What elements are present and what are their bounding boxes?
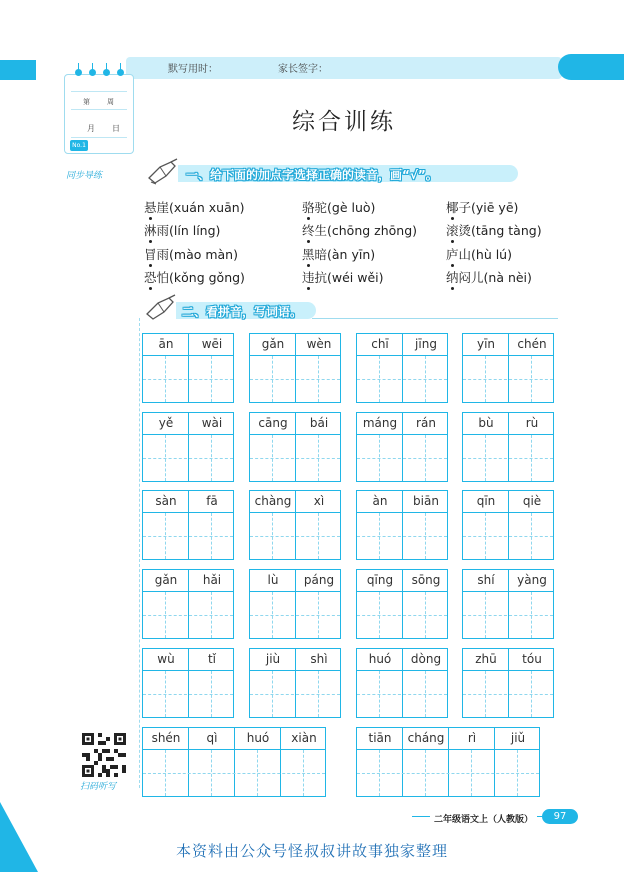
ring-icon — [75, 69, 82, 76]
grid-guide — [165, 592, 166, 638]
grid-divider — [402, 491, 403, 559]
pinyin-text: ān — [158, 337, 174, 351]
pinyin-text: chī — [371, 337, 389, 351]
grid-guide — [485, 671, 486, 717]
grid-guide — [318, 513, 319, 559]
grid-guide — [143, 773, 325, 774]
calendar-line — [71, 91, 127, 92]
grid-guide — [425, 435, 426, 481]
grid-guide — [318, 671, 319, 717]
grid-divider — [295, 491, 296, 559]
pinyin-text: huó — [246, 731, 270, 745]
writing-box[interactable] — [249, 412, 341, 482]
grid-divider — [188, 491, 189, 559]
section1-title: 一、给下面的加点字选择正确的读音，画“√”。 — [186, 168, 438, 182]
pinyin-text: huó — [368, 652, 392, 666]
writing-box[interactable] — [462, 412, 554, 482]
grid-divider — [448, 728, 449, 796]
pronunciation-item[interactable] — [302, 245, 375, 263]
pinyin-text: lù — [267, 573, 279, 587]
grid-guide — [485, 592, 486, 638]
grid-guide — [357, 694, 447, 695]
item-options: (xuán xuān) — [169, 200, 245, 215]
grid-divider — [295, 334, 296, 402]
pinyin-text: tóu — [522, 652, 542, 666]
section2-rule — [312, 318, 558, 319]
item-options: (chōng zhōng) — [327, 223, 418, 238]
footer-note: 本资料由公众号怪叔叔讲故事独家整理 — [175, 842, 448, 860]
grid-guide — [272, 671, 273, 717]
pinyin-text: gǎn — [154, 573, 178, 587]
grid-divider — [188, 728, 189, 796]
pinyin-text: jīng — [415, 337, 437, 351]
pinyin-text: qīn — [476, 494, 496, 508]
grid-guide — [425, 356, 426, 402]
pinyin-text: rù — [525, 416, 539, 430]
item-word: 黑暗 — [302, 247, 328, 262]
grid-guide — [463, 615, 553, 616]
item-word: 椰子 — [446, 200, 472, 215]
grid-guide — [425, 592, 426, 638]
grid-guide — [143, 379, 233, 380]
grid-guide — [272, 513, 273, 559]
grid-guide — [143, 615, 233, 616]
grid-guide — [165, 671, 166, 717]
writing-box[interactable] — [142, 412, 234, 482]
pinyin-text: wèn — [306, 337, 332, 351]
pinyin-text: qì — [206, 731, 218, 745]
grid-guide — [463, 694, 553, 695]
pinyin-text: qīng — [366, 573, 394, 587]
grid-divider — [402, 728, 403, 796]
grid-guide — [379, 435, 380, 481]
grid-guide — [485, 356, 486, 402]
emphasis-dot — [307, 287, 310, 290]
item-options: (wéi wěi) — [327, 270, 384, 285]
footer-book-title: 二年级语文上（人教版） — [430, 812, 537, 825]
emphasis-dot — [451, 240, 454, 243]
grid-guide — [485, 435, 486, 481]
pinyin-text: dòng — [410, 652, 442, 666]
writing-box[interactable] — [462, 648, 554, 718]
pinyin-text: yīn — [476, 337, 496, 351]
pronunciation-item[interactable] — [144, 245, 238, 263]
grid-divider — [508, 491, 509, 559]
pinyin-text: àn — [372, 494, 388, 508]
grid-divider — [295, 570, 296, 638]
calendar-line — [71, 137, 127, 138]
writing-box[interactable] — [356, 648, 448, 718]
item-word: 冒雨 — [144, 247, 170, 262]
calendar-week-unit: 周 — [107, 98, 114, 106]
item-word: 悬崖 — [144, 200, 170, 215]
grid-divider — [402, 334, 403, 402]
grid-guide — [425, 513, 426, 559]
pinyin-text: fā — [206, 494, 218, 508]
grid-guide — [272, 356, 273, 402]
margin-dashes — [139, 318, 140, 788]
grid-guide — [250, 615, 340, 616]
pinyin-text: yàng — [517, 573, 547, 587]
grid-divider — [188, 413, 189, 481]
pinyin-text: xiàn — [291, 731, 317, 745]
item-options: (lín líng) — [169, 223, 221, 238]
grid-guide — [165, 513, 166, 559]
pinyin-text: rì — [467, 731, 477, 745]
writing-box[interactable] — [462, 333, 554, 403]
pinyin-text: shí — [477, 573, 495, 587]
writing-box[interactable] — [142, 490, 234, 560]
grid-guide — [143, 694, 233, 695]
pinyin-text: rán — [416, 416, 436, 430]
item-word: 违抗 — [302, 270, 328, 285]
pinyin-text: jiǔ — [510, 731, 526, 745]
calendar-week-prefix: 第 — [83, 98, 90, 106]
pinyin-text: jiù — [265, 652, 281, 666]
calendar-line — [71, 109, 127, 110]
grid-guide — [531, 356, 532, 402]
pinyin-text: bù — [478, 416, 494, 430]
pinyin-text: wù — [157, 652, 175, 666]
pinyin-text: tǐ — [207, 652, 217, 666]
emphasis-dot — [451, 264, 454, 267]
item-options: (mào màn) — [169, 247, 238, 262]
emphasis-dot — [149, 287, 152, 290]
grid-guide — [531, 513, 532, 559]
pronunciation-item[interactable] — [446, 198, 518, 216]
writing-box[interactable] — [249, 648, 341, 718]
writing-box[interactable] — [142, 648, 234, 718]
page-number: 97 — [542, 809, 578, 824]
pinyin-text: hǎi — [202, 573, 222, 587]
pinyin-text: xì — [313, 494, 325, 508]
pronunciation-item[interactable] — [144, 221, 220, 239]
writing-box[interactable] — [249, 569, 341, 639]
calendar-day: 日 — [112, 124, 120, 133]
emphasis-dot — [307, 217, 310, 220]
grid-divider — [402, 649, 403, 717]
writing-box[interactable] — [462, 569, 554, 639]
grid-guide — [211, 435, 212, 481]
grid-divider — [508, 649, 509, 717]
grid-divider — [234, 728, 235, 796]
corner-decoration — [0, 802, 38, 872]
ring-icon — [103, 69, 110, 76]
item-options: (gè luò) — [327, 200, 376, 215]
grid-divider — [280, 728, 281, 796]
grid-guide — [165, 356, 166, 402]
grid-guide — [250, 694, 340, 695]
item-options: (tāng tàng) — [471, 223, 542, 238]
grid-divider — [508, 413, 509, 481]
item-word: 骆驼 — [302, 200, 328, 215]
page-title: 综合训练 — [292, 109, 396, 135]
item-word: 终生 — [302, 223, 328, 238]
emphasis-dot — [149, 264, 152, 267]
grid-guide — [143, 536, 233, 537]
grid-guide — [250, 379, 340, 380]
pinyin-text: cháng — [407, 731, 445, 745]
writing-box[interactable] — [142, 569, 234, 639]
writing-box[interactable] — [249, 490, 341, 560]
grid-guide — [463, 536, 553, 537]
pinyin-text: shì — [310, 652, 328, 666]
pinyin-text: biān — [413, 494, 439, 508]
pinyin-text: wài — [201, 416, 223, 430]
item-options: (àn yīn) — [327, 247, 376, 262]
emphasis-dot — [451, 287, 454, 290]
grid-guide — [379, 356, 380, 402]
grid-guide — [211, 356, 212, 402]
grid-guide — [531, 435, 532, 481]
writing-time-label: 默写用时： — [168, 64, 218, 75]
item-options: (hù lú) — [471, 247, 512, 262]
grid-guide — [165, 435, 166, 481]
ring-icon — [89, 69, 96, 76]
grid-guide — [211, 513, 212, 559]
section2-title: 二、看拼音，写词语。 — [182, 305, 303, 319]
pronunciation-item[interactable] — [144, 268, 245, 286]
pinyin-text: shén — [151, 731, 181, 745]
writing-hand-icon — [144, 294, 178, 322]
parent-sign-label: 家长签字： — [278, 64, 328, 75]
pinyin-text: tiān — [368, 731, 392, 745]
pinyin-text: gǎn — [261, 337, 285, 351]
pinyin-text: chàng — [254, 494, 292, 508]
writing-box[interactable] — [142, 333, 234, 403]
grid-guide — [318, 435, 319, 481]
grid-guide — [250, 536, 340, 537]
grid-guide — [357, 458, 447, 459]
grid-guide — [485, 513, 486, 559]
qr-code-icon[interactable] — [82, 733, 126, 777]
grid-guide — [379, 513, 380, 559]
ring-icon — [117, 69, 124, 76]
item-word: 纳闷儿 — [446, 270, 484, 285]
grid-divider — [188, 334, 189, 402]
grid-guide — [272, 435, 273, 481]
pinyin-text: qiè — [522, 494, 542, 508]
writing-box[interactable] — [249, 333, 341, 403]
grid-divider — [494, 728, 495, 796]
grid-divider — [188, 570, 189, 638]
grid-guide — [318, 356, 319, 402]
grid-guide — [211, 671, 212, 717]
emphasis-dot — [149, 217, 152, 220]
top-left-bar — [0, 60, 36, 80]
emphasis-dot — [451, 217, 454, 220]
pinyin-text: chén — [517, 337, 547, 351]
pinyin-text: bái — [309, 416, 329, 430]
writing-box-long[interactable] — [356, 727, 540, 797]
pinyin-text: máng — [362, 416, 398, 430]
pronunciation-item[interactable] — [144, 198, 245, 216]
grid-guide — [357, 773, 539, 774]
grid-guide — [531, 592, 532, 638]
emphasis-dot — [307, 240, 310, 243]
writing-box[interactable] — [356, 569, 448, 639]
grid-divider — [402, 570, 403, 638]
pronunciation-item[interactable] — [446, 245, 512, 263]
pinyin-text: páng — [303, 573, 335, 587]
grid-guide — [211, 592, 212, 638]
item-word: 庐山 — [446, 247, 472, 262]
grid-divider — [295, 413, 296, 481]
grid-guide — [531, 671, 532, 717]
pinyin-text: wēi — [201, 337, 223, 351]
writing-box[interactable] — [356, 412, 448, 482]
grid-divider — [508, 570, 509, 638]
grid-guide — [318, 592, 319, 638]
item-word: 恐怕 — [144, 270, 170, 285]
writing-box-long[interactable] — [142, 727, 326, 797]
calendar-month: 月 — [87, 124, 95, 133]
item-word: 淋雨 — [144, 223, 170, 238]
grid-guide — [272, 592, 273, 638]
grid-guide — [143, 458, 233, 459]
sync-label: 同步导练 — [66, 171, 103, 181]
grid-guide — [357, 379, 447, 380]
pinyin-text: yě — [158, 416, 174, 430]
item-options: (nà nèi) — [483, 270, 532, 285]
grid-guide — [357, 615, 447, 616]
grid-guide — [379, 592, 380, 638]
pinyin-text: sōng — [411, 573, 441, 587]
pronunciation-item[interactable] — [302, 268, 384, 286]
grid-divider — [508, 334, 509, 402]
writing-box[interactable] — [462, 490, 554, 560]
top-right-pill — [558, 54, 624, 80]
qr-label: 扫码听写 — [80, 782, 117, 792]
pinyin-text: cāng — [258, 416, 288, 430]
grid-guide — [357, 536, 447, 537]
pronunciation-item[interactable] — [302, 198, 375, 216]
grid-guide — [463, 379, 553, 380]
grid-guide — [379, 671, 380, 717]
grid-guide — [463, 458, 553, 459]
writing-box[interactable] — [356, 333, 448, 403]
grid-guide — [250, 458, 340, 459]
grid-divider — [188, 649, 189, 717]
writing-box[interactable] — [356, 490, 448, 560]
grid-divider — [295, 649, 296, 717]
emphasis-dot — [307, 264, 310, 267]
pinyin-text: zhū — [475, 652, 497, 666]
writing-hand-icon — [146, 158, 180, 186]
calendar-tag: No.1 — [70, 140, 88, 151]
pronunciation-item[interactable] — [302, 221, 417, 239]
grid-guide — [425, 671, 426, 717]
pronunciation-item[interactable] — [446, 221, 542, 239]
pinyin-text: sàn — [155, 494, 177, 508]
grid-divider — [402, 413, 403, 481]
pronunciation-item[interactable] — [446, 268, 532, 286]
emphasis-dot — [149, 240, 152, 243]
item-options: (kǒng gǒng) — [169, 270, 245, 285]
item-options: (yiē yē) — [471, 200, 519, 215]
item-word: 滚烫 — [446, 223, 472, 238]
